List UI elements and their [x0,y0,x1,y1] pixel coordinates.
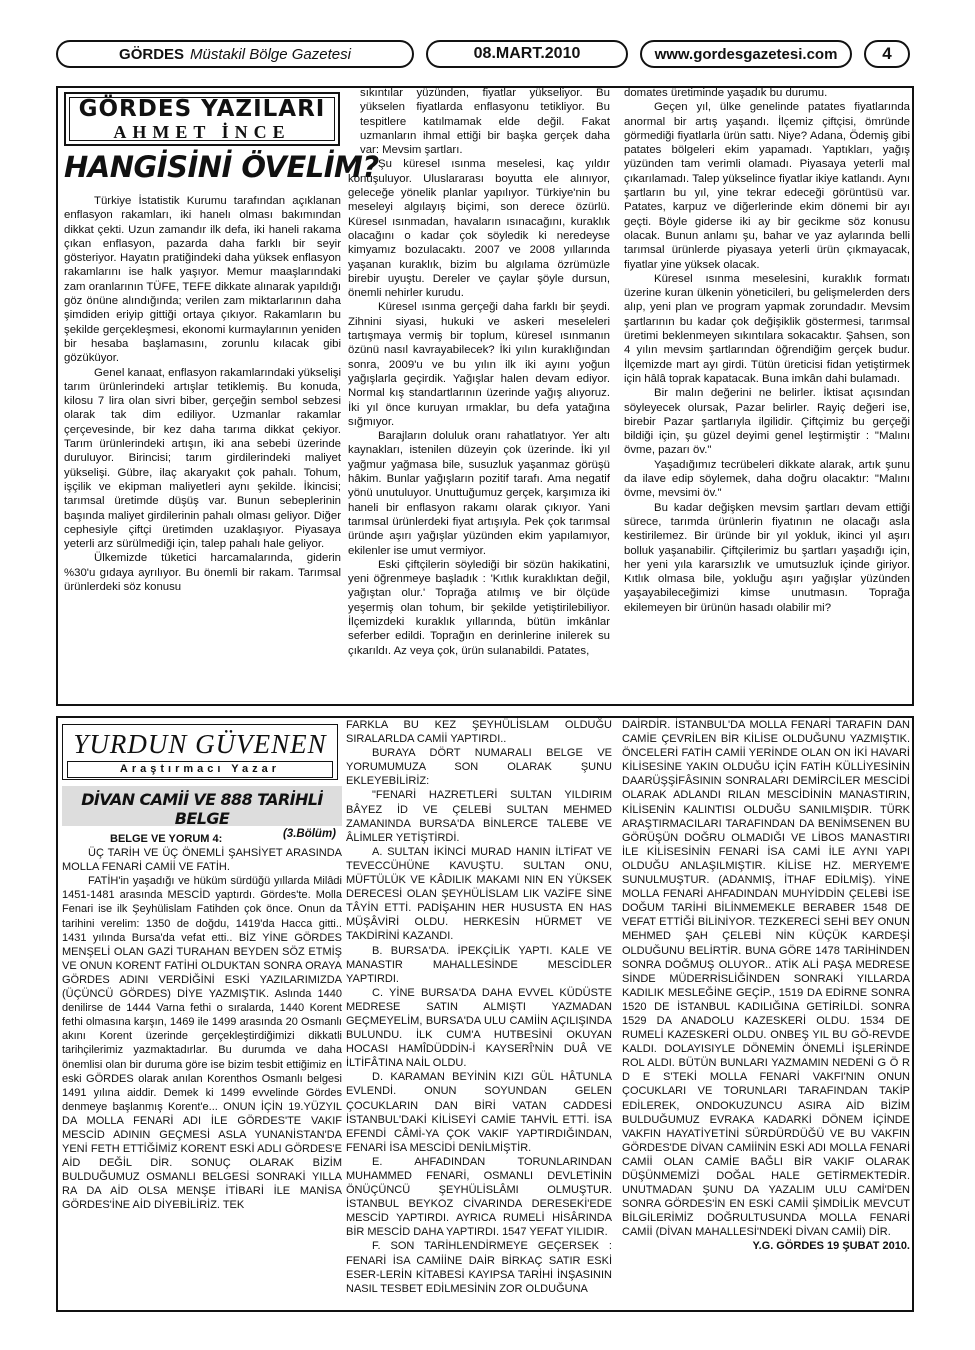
paragraph: Küresel ısınma gerçeği daha farklı bir şeydi. Zihnini siyasi, hukuki ve askeri meseleleri tartışmaya vermiş bir toplum, küresel ısınmanın özünü nasıl kavrayabilecek? İki yılın kuraklığından sonra, 2009'u ve bu yılın ilk iki ayını yoğun yağışlarla geçirdik. Yağışlar halen devam ediyor. Normal kış standartlarının üzerinde yağış alıyoruz. İki yıl önce kuruyan ırmaklar, bu defa yatağına sığmıyor. [348,301,610,428]
paragraph: domates üretiminde yaşadık bu durumu. [624,87,828,99]
issue-date: 08.MART.2010 [426,40,628,68]
paragraph: F. SON TARİHLENDİRMEYE GEÇERSEK : FENARİ İSA CAMİİNE DAİR BİRKAÇ SATIR ESKİ ESER-LERİN KİTABESİ KAYIPSA TARİHİ İNŞASININ NASIL TESBET EDİLMESİNİN ZOR OLDUĞUNA [346,1240,612,1295]
masthead-paper-name [56,40,414,68]
page-number: 4 [864,40,910,68]
paragraph: C. YİNE BURSA'DA DAHA EVVEL KÜDÜSTE MEDRESE SATIN ALMIŞTI YAZMADAN GEÇMEYELİM, BURSA'DA ULU CAMİİN AÇILIŞINDA BULUNDU. İLK CUM'A HUTBESİNİ OKUYAN HOCASI HAMÎDÜDDİN-İ KAYSERÎ'NİN DUÂ VE İLTİFÂTINA NAİL OLDU. [346,986,612,1070]
paragraph: D. KARAMAN BEYİNİN KIZI GÜL HÂTUNLA EVLENDİ. ONUN SOYUNDAN GELEN ÇOCUKLARIN DAN BİRİ VATAN CADDESİ İSTANBUL'DAKİ KİLİSEYİ CAMİE TAHVİL ETTİ. İSA EFENDİ CÂMİ-YA ÇOK VAKIF YAPTIRDIĞINDAN, FENARİ İSA MESCİDİ DENİLMİŞTİR. [346,1071,612,1154]
paragraph: FARKLA BU KEZ ŞEYHÜLİSLAM OLDUĞU SIRALARLDA CAMİİ YAPTIRDI.. [346,719,612,746]
column-masthead [64,92,340,146]
column-title: GÖRDES YAZILARI [78,96,326,122]
paragraph: Genel kanaat, enflasyon rakamlarındaki yükselişi tarım ürünlerindeki artışlar tetiklemiş. Bu konuda, kilosu 7 lira olan sivri biber, gerçeğin sembol sebzesi olarak tak dim ediliyor. Uzmanlar rakamlar çerçevesinde, bir kez daha tarıma dikkat çekiyor. Tarım ürünlerindeki artışın, iki ana sebebi üzerinde duruluyor. Birincisi; tarım girdilerindeki maliyet yükselişi. Gübre, ilaç akaryakıt çok pahalı. Tohum, işçilik ve ekipman maliyetleri aynı şekilde. İkincisi; tarımsal üretimde düşüş var. Bunun sebeplerinin başında maliyet girdilerinin pahalı olması geliyor. Diğer cephesiyle çiftçi üretimden uzaklaşıyor. Piyasaya yeterli arz sürülmediği için, talep pahalı hale geliyor. [64,366,341,551]
article-part: (3.Bölüm) [282,828,336,840]
paragraph: Geçen yıl, ülke genelinde patates fiyatlarında anormal bir artış yaşandı. İlçemiz çiftçisi, ömründe görmediği fiyatlarla ürün sattı. Niye? Adana, Ödemiş gibi patates bölgeleri ekim yapamadı. Yaptıkları, yağış yüzünden tam verimli olamadı. Piyasaya yeterli mal çıkarılamadı. Talep yükselince fiyatlar ikiye katlandı. Aynı şartların bu yıl, yine tekrar edeceği görüntüsü var. Patates, karpuz ve diğerlerinde ekim dönemi bir ayı geçti. Böyle giderse iki ay bir gecikme söz konusu olacak. Bunun anlamı şu, bahar ve yaz aylarında belli tarımsal ürünlerde piyasaya yeterli ürün çıkmayacak, fiyatlar yine yüksek olacak. [624,101,910,271]
column-author: AHMET İNCE [113,122,291,142]
article2-column-1 [62,832,342,1306]
page-header [56,40,914,70]
article2-column-3 [622,718,910,1306]
paragraph: Barajların doluluk oranı rahatlatıyor. Yer altı kaynakları, istenilen düzeyin çok üzerinde. İki yıl yağmur yağmasa bile, susuzluk yaşanmaz görüşü hâkim. Bunlar yağışların pozitif tarafı. Ama negatif yönü unutuluyor. Unuttuğumuz gerçek, karşımıza iki haneli bir enflasyon rakamı olarak çıkıyor. Yani tarımsal ürünlerdeki fiyat artışıyla. Pek çok tarımsal üründe aşırı yağışlar yüzünden ekim yapılamıyor, ekilenler ise umut vermiyor. [348,430,610,557]
paragraph: A. SULTAN İKİNCİ MURAD HANIN İLTİFAT VE TEVECCÜHÜNE KAVUŞTU. SULTAN ONU, MÜFTÜLÜK VE KÂDILIK MAKAMI NIN EN YÜKSEK DERECESİ OLAN ŞEYHÜLİSLAM LIK VAZİFE SİNE TÂYİN ETTİ. PADİŞAHIN HER HUSUSTA EN HAS MÜŞÂVİRİ OLDU. HERKESİN HÜRMET VE TAKDİRİNİ KAZANDI. [346,845,612,943]
paragraph: E. AHFADINDAN TORUNLARINDAN MUHAMMED FENARİ, OSMANLI DEVLETİNİN ÖNÜÇÜNCÜ ŞEYHÜLİSLÂMI OLMUŞTUR. İSTANBUL BEYKOZ CİVARINDA DERESEKİ'EDE MESCİD YAPTIRDI. AYRICA RUMELİ HİSÂRINDA BİR MESCİD DAHA YAPTIRDI. 1547 YEFAT YILIDIR. [346,1155,612,1239]
paragraph: Küresel ısınma meselesini, kuraklık formatı üzerine kuran ülkenin yöneticileri, bu gelişmelerden ders alıp, yeni plan ve program yapmak zorundadır. Mevsim şartlarının bu kadar çok değişiklik göstermesi, tarımsal üretimi beklenmeyen sıkıntılara sokacaktır. Şahsen, son 4 yılın mevsim şartlarından öğrendiğim gerçek budur. İlçemizde mart ayı girdi. Tütün üreticisi fidan yetiştirmek için hâlâ toprak kapatacak. Buna imkân dahi bulamadı. [624,272,910,385]
paragraph: Ülkemizde tüketici harcamalarında, giderin %30'u gıdaya ayrılıyor. Bu önemli bir rakam. Tarımsal ürünlerdeki söz konusu [64,552,341,594]
website-url: www.gordesgazetesi.com [640,40,852,68]
paper-subtitle: Müstakil Bölge Gazetesi [190,45,351,63]
paragraph: BURAYA DÖRT NUMARALI BELGE VE YORUMUMUZA SON OLARAK ŞUNU EKLEYEBİLİRİZ: [346,747,612,788]
paragraph: Eski çiftçilerin söylediği bir sözün hakikatini, yeni öğrenmeye başladık : 'Kıtlık kuraklıktan değil, yağıştan olur.' Toprağa atılmış ve bir ölçüde yeşermiş olan tohum, bir şekilde yetiştirilebiliyor. İlçemizdeki kuraklık yıllarında, bütün imkânlar seferber edildi. Toprağın en derinlerine inilerek su çıkarıldı. Az veya çok, ürün sulanabildi. Patates, [348,558,610,657]
paragraph: Yaşadığımız tecrübeleri dikkate alarak, artık şunu da ilave edip söylemek, daha doğru olacaktır: "Malını övme, mevsimi öv." [624,458,910,500]
paper-name: GÖRDES [119,45,185,63]
column-masthead [62,724,338,780]
paragraph: sıkıntılar yüzünden, fiyatlar yükseliyor. Bu yükselen fiyatlarda enflasyonu tetikliyor. Bu tespitlere katılmamak elde değil. Fakat uzmanların ihmal ettiği bir başka gerçek daha var: Mevsim şartları. [360,87,610,157]
article1-column-2 [348,86,610,700]
paragraph: DAİRDİR. İSTANBUL'DA MOLLA FENARİ TARAFIN DAN CAMİE ÇEVRİLEN BİR KİLİSE OLDUĞUNU YAZMIŞTIK. ÖNCELERİ FATİH CAMİİ YERİNDE OLAN ON İKİ HAVARİ KİLİSESİNE YAKIN OLDUĞU İÇİN FATİH KÜLLİYESİNİN DAARÜŞŞİFÂSININ SONRALARI DEMİRCİLER MESCİDİ OLARAK ADLANDI RILAN MESCİDİNİN MANASTIRIN, KİLİSENİN KALINTISI OLDUĞU SANILMIŞDIR. TÜRK ARAŞTIRMACILARI TARAFINDAN DA BENİMSENEN BU GÖRÜŞÜN DOĞRU OLMADIĞI VE LİBOS MANASTIRI İLE KİLİSESİNİN FENARİ İSA CAMİ İLE AYNI YAPI OLDUĞU ANLAŞILMIŞTIR. KİLİSE HZ. MERYEM'E SUNULMUŞTUR. (ADANMIŞ, İTHAF EDİLMİŞ). YİNE MOLLA FENARİ AHFADINDAN MUHYİDDİN ÇELEBİ İSE DOĞUM TARİHİ BİLİNMEMEKLE BERABER 1548 DE VEFAT ETTİĞİ BİLİNİYOR. TEZKERECİ SEHİ BEY ONUN MEHMED ŞAH ÇELEBİ NİN KÜÇÜK KARDEŞİ OLDUĞUNU BELİRTİR. BUNA GÖRE 1478 TARİHİNDEN SONRA DOĞMUŞ OLUYOR.. ATİK ALİ PAŞA MEDRESE SİNDE MÜDERRİSLİĞİNDEN SONRAKİ YILLARDA KADILIK MESLEĞİNE GEÇİP., 1519 DA EDİRNE SONRA 1520 DE İSTANBUL KADILIĞINA GETİRİLDİ. SONRA 1529 DA ANADOLU KAZESKERİ OLDU. 1534 DE RUMELİ KAZESKERİ OLDU. ONBEŞ YIL BU GÖ-REVDE KALDI. DOLAYISIYLE DÖNEMİN ÖNEMLİ İŞLERİNDE ROL ALDI. BÜTÜN BUNLARI YAZMAMIN NEDENİ G Ö R D E S'TEKİ MOLLA FENARİ VAKFI'NIN ONUN ÇOCUKLARI VE TORUNLARI TARAFINDAN TAKİP EDİLEREK, ONDOKUZUNCU ASIRA AİD BİZİM BULDUĞUMUZ EVRAKA KADARKİ DÖNEM İÇİNDE VAKFIN HAYATİYETİNİ SÜRDÜRDÜĞÜ VE BU VAKFIN GÖRDES'DE DİVAN CAMİİNİN ESKİ ADI MOLLA FENARİ CAMİİ OLAN CAMİE BAĞLI BİR VAKIF OLARAK DÜŞÜNMEMİZİ DOĞAL HALE GETİRMEKTEDİR. UNUTMADAN ŞUNU DA YAZALIM ULU CAMİ'DEN SONRA GÖRDES'İN EN ESKİ CAMİİ ŞİMDİLİK MEVCUT BİLGİLERİMİZ DOĞRULTUSUNDA MOLLA FENARİ CAMİİ (DİVAN MAHALLESİ'NDEKİ DİVAN CAMİİ) DİR. [622,719,910,1239]
paragraph: FATİH'in yaşadığı ve hüküm sürdüğü yıllarda Milâdi 1451-1481 arasında MESCİD yaptırdı. Gördes'te. Molla Fenari ise ilk Şeyhülislam Fatihden çok önce. Onun da tarihini verelim: 1350 de doğdu, 1419'da Hacca gitti.. 1431 yılında Bursa'da vefat etti.. BİZ YİNE GÖRDES MENŞELİ OLAN GAZİ TURAHAN BEYDEN SÖZ ETMİŞ VE ONUN KORENT FATİHİ OLDUKTAN SONRA ORAYA GÖRDES ADINI VERDİĞİNİ ESKİ YAZILARIMIZDA (ÜÇÜNCÜ GÖRDES) DİYE YAZMIŞTIK. Aslında 1440 denilirse de 1444 Varna fethi o sıralarda, 1440 Korent fethi olmasına karşın, 1469 ile 1499 arasında 20 Osmanlı akını Korent üzerinde gerçekleştirdiğimizi dikkatli tarihçilerimiz yazmaktadırlar. Bu durumda ve daha önemlisi olan bir duruma göre ise bizim tesbit ettiğimiz en eski GÖRDES olarak anılan Korenthos Osmanlı belgesi 1491 yılına aiddir. Demek ki 1499 evvelinde Gördes denmeye başlanmış Korent'e... ONUN İÇİN 19.YÜZYIL DA MOLLA FENARİ ADI İLE GÖRDES'TE VAKIF MESCİD ADININ GEÇMESİ ASLA YUNANİSTAN'DA YENİ FETH ETTİĞİMİZ KORENT ESKİ ADLI GÖRDES'E AİD DEĞİL DİR. SONUÇ OLARAK BİZİM BULDUĞUMUZ OSMANLI BELGESİ SONRAKİ YILLA RA DA AİD OLSA MENŞE İTİBARİ İLE MANİSA GÖRDES'İNE AİD DİYEBİLİRİZ. TEK [62,875,342,1212]
section-title: BELGE VE YORUM 4: [110,833,223,845]
paragraph: B. BURSA'DA. İPEKÇİLİK YAPTI. KALE VE MANASTIR MAHALLESİNDE MESCİDLER YAPTIRDI. [346,944,612,985]
author-signature: Y.G. GÖRDES 19 ŞUBAT 2010. [752,1240,910,1253]
column-subtitle: Araştırmacı Yazar [67,761,333,778]
article1-column-3 [624,86,910,700]
paragraph: Bu kadar değişken mevsim şartları devam ettiği sürece, tarımda ürünlerin fiyatının ne olacağı asla kestirilemez. Bir üründe bir yıl yokluk, ikinci yıl aşırı bolluk yaşanabilir. Çiftçilerimiz bu şartları yaşadığı için, her yeni yıla kararsızlık ve umutsuzluk içinde giriyor. Kıtlık olmasa bile, yokluğu aşırı yağışlar yüzünden yaşayabileceğimizi kimse unutmasın. Toprağa ekilemeyen bir ürünün hasadı olabilir mi? [624,501,910,614]
paragraph: "FENARİ HAZRETLERİ SULTAN YILDIRIM BÂYEZ İD VE ÇELEBİ SULTAN MEHMED ZAMANINDA BURSA'DA BİNLERCE TALEBE VE ÂLİMLER YETİŞTİRDİ. [346,789,612,844]
article2-column-2 [346,718,612,1306]
article-headline: DİVAN CAMİİ VE 888 TARİHLİ BELGE [81,790,323,828]
article-headline: HANGİSİNİ ÖVELİM? [64,150,379,184]
article1-column-1 [64,194,341,700]
paragraph: Bir malın değerini ne belirler. İktisat açısından söyleyecek olursak, Pazar belirler. Rayiç değeri ise, birebir Pazar şartlarıyla ilgilidir. Çiftçimiz bu gerçeği bildiği için, şu güzel deyimi genel leştirmiştir : "Malını övme, pazarı öv." [624,387,910,457]
column-title: YURDUN GÜVENEN [73,729,327,759]
paragraph: Türkiye İstatistik Kurumu tarafından açıklanan enflasyon rakamları, iki hanelı olması bakımından dikkat çekti. Uzun zamandır ilk defa, iki haneli rakama çıkan enflasyon, pazarda daha farklı bir seyir gösteriyor. Hayatın pratiğindeki daha yüksek enflasyon rakamlarını ise halk yaşıyor. Memur maaşlarındaki zam oranlarının TÜFE, TEFE dikkate alınarak yapıldığı göz önüne alındığında; verilen zam miktarlarının daha şimdiden eriyip gittiği ortaya çıkıyor. Rakamların bu şekilde gerçekleşmesi, ekonomi kurmaylarının yeniden bir hesaba başlamasını, zorunlu kılacak gibi gözüküyor. [64,195,341,365]
paragraph: Şu küresel ısınma meselesi, kaç yıldır konuşuluyor. Uluslararası boyutta ele alınıyor, geleceğe yönelik planlar yapılıyor. Türkiye'nin bu meseleyi algılayış biçimi, son derece özürlü. Küresel ısınmadan, havaların ısınacağını, kuraklık olacağını o kadar çok söyledik ki neredeyse kimyamız bozulacaktı. 2007 ve 2008 yıllarında yaşanan kuraklık, bizim bu algılama özrümüzle birebir uyuştu. Dereler ve çaylar şöyle dursun, önemli nehirler kurudu. [348,158,610,300]
paragraph: ÜÇ TARİH VE ÜÇ ÖNEMLİ ŞAHSİYET ARASINDA MOLLA FENARİ CAMİİ VE FATİH. [62,847,342,874]
